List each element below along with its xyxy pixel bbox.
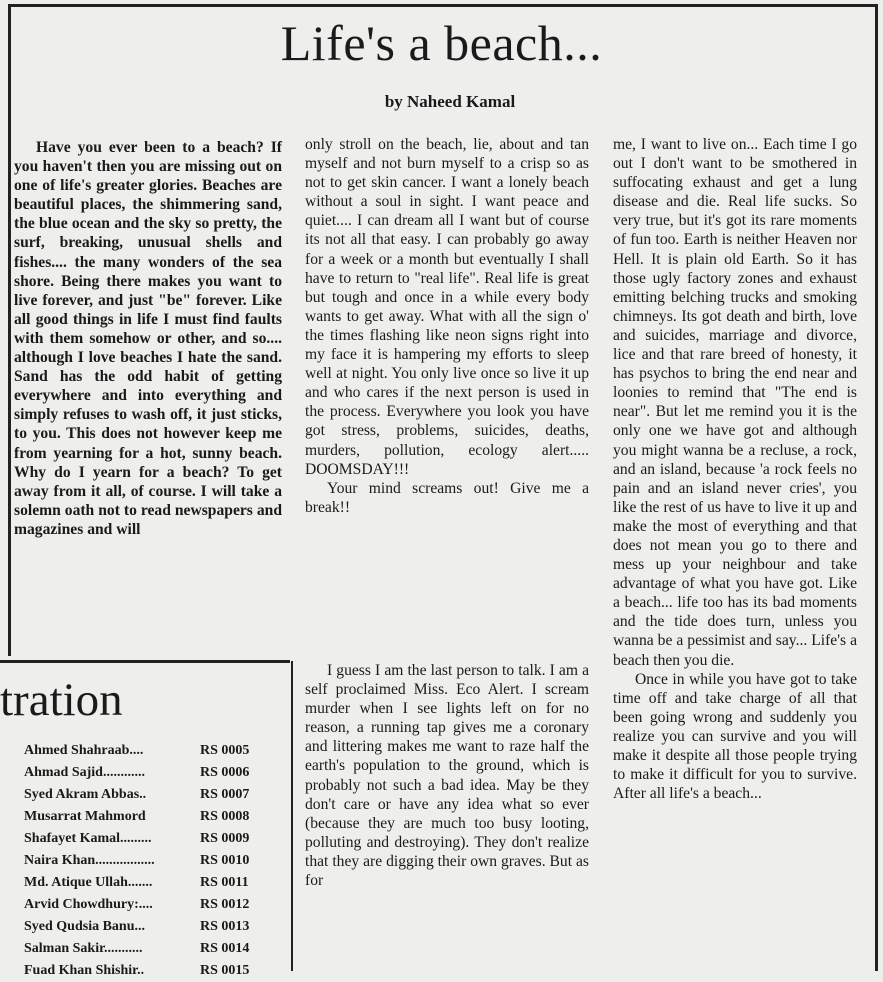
registration-code: RS 0008 (200, 809, 250, 824)
article-column-2 (305, 135, 589, 517)
registration-code: RS 0010 (200, 853, 250, 868)
col2-paragraph-3: I guess I am the last person to talk. I am a self proclaimed Miss. Eco Alert. I scream murder when I see lights left on for no reason, a running tap gives me a coronary and littering makes me want to raze half the earth's population to the ground, which is probably not such a bad idea. May be they don't care or have any idea what so ever (because they are much too busy looting, polluting and destroying). They don't realize that they are digging their own graves. But as for (305, 662, 589, 890)
col1-paragraph: Have you ever been to a beach? If you haven't then you are missing out on one of life's greater glories. Beaches are beautiful places, the shimmering sand, the blue ocean and the sky so pretty, the surf, breaking, unusual shells and fishes.... the many wonders of the sea shore. Being there makes you want to live forever, and just "be" forever. Like all good things in life I must find faults with them somehow or other, and so.... although I love beaches I hate the sand. Sand has the odd habit of getting everywhere and into everything and simply refuses to wash off, it just sticks, to you. This does not however keep me from yearning for a hot, sunny beach. Why do I yearn for a beach? To get away from it all, of course. I will take a solemn oath not to read newspapers and magazines and will (14, 139, 282, 538)
registrant-name: Salman Sakir........... (24, 941, 143, 956)
list-item (24, 828, 282, 850)
registrant-name: Shafayet Kamal......... (24, 831, 152, 846)
registration-code: RS 0013 (200, 919, 250, 934)
list-item (24, 784, 282, 806)
top-border (8, 4, 878, 7)
registration-code: RS 0014 (200, 941, 250, 956)
list-item (24, 740, 282, 762)
col2-paragraph-2: Your mind screams out! Give me a break!! (305, 479, 589, 516)
list-item (24, 872, 282, 894)
column-divider (291, 661, 293, 971)
list-item (24, 762, 282, 784)
registration-code: RS 0006 (200, 765, 250, 780)
col3-paragraph-2: Once in while you have got to take time off and take charge of all that been going wrong and suddenly you realize you can survive and you will make it despite all those people trying to make it difficult for you to survive. After all life's a beach... (613, 670, 857, 803)
registration-code: RS 0015 (200, 963, 250, 978)
left-border (8, 4, 11, 656)
registrant-name: Fuad Khan Shishir.. (24, 963, 145, 978)
col3-paragraph-1: me, I want to live on... Each time I go out I don't want to be smothered in suffocating exhaust and get a lung disease and die. Real life sucks. So very true, but it's got its rare moments of fun too. Earth is neither Heaven nor Hell. It is plain old Earth. So it has those ugly factory zones and exhaust emitting belching trucks and smoking chimneys. Its got death and birth, love and suicides, marriage and divorce, lice and that rare breed of honesty, it has psychos to bring the end near and loonies to remind that "The end is near". But let me remind you it is the only one we have got and although you might wanna be a recluse, a rock, and an island, because 'a rock feels no pain and an island never cries', you like the rest of us have to live it up and make the most of everything and that does not mean you go to there and mess up your neighbour and take advantage of what you have got. Like a beach... life too has its bad moments and the tide does turn, unless you wanna be a pessimist and say... Life's a beach then you die. (613, 136, 857, 669)
right-border (875, 4, 878, 971)
col2-paragraph-1: only stroll on the beach, lie, about and tan myself and not burn myself to a crisp so as not to get skin cancer. I want a lonely beach without a soul in sight. I want peace and quiet.... I can dream all I want but of course its not all that easy. I can probably go away for a week or a month but eventually I shall have to return to "real life". Real life is great but tough and once in a while every body wants to get away. What with all the sign o' the times flashing like neon signs right into my face it is hampering my efforts to sleep well at night. You only live once so live it up and who cares if the next person is used in the process. Everywhere you look you have got stress, problems, suicides, deaths, murders, pollution, ecology alert..... DOOMSDAY!!! (305, 136, 589, 478)
registrant-name: Md. Atique Ullah....... (24, 875, 153, 890)
article-byline: by Naheed Kamal (384, 92, 516, 111)
registration-list (24, 740, 282, 982)
registrant-name: Arvid Chowdhury:.... (24, 897, 153, 912)
registrant-name: Syed Qudsia Banu... (24, 919, 145, 934)
registrant-name: Musarrat Mahmord (24, 809, 146, 824)
list-item (24, 894, 282, 916)
registrant-name: Syed Akram Abbas.. (24, 787, 147, 802)
list-item (24, 916, 282, 938)
article-column-3 (613, 135, 857, 803)
registrant-name: Naira Khan................. (24, 853, 155, 868)
registrant-name: Ahmed Shahraab.... (24, 743, 144, 758)
registration-divider (0, 660, 290, 663)
registration-title: tration (0, 674, 123, 726)
registration-code: RS 0012 (200, 897, 250, 912)
registrant-name: Ahmad Sajid............ (24, 765, 145, 780)
article-column-2-lower (305, 661, 589, 890)
registration-code: RS 0009 (200, 831, 250, 846)
list-item (24, 938, 282, 960)
registration-code: RS 0007 (200, 787, 250, 802)
registration-code: RS 0011 (200, 875, 249, 890)
list-item (24, 806, 282, 828)
article-column-1 (14, 138, 282, 539)
article-title: Life's a beach... (280, 15, 603, 71)
list-item (24, 960, 282, 982)
list-item (24, 850, 282, 872)
registration-code: RS 0005 (200, 743, 250, 758)
